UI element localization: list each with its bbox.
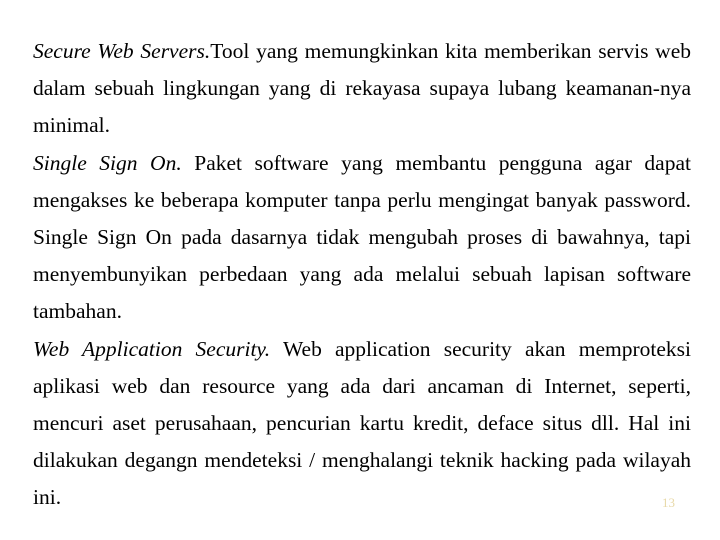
term-web-application-security: Web Application Security. <box>33 336 271 361</box>
paragraph-secure-web-servers <box>33 33 691 145</box>
term-secure-web-servers: Secure Web Servers. <box>33 39 211 63</box>
slide-content <box>33 33 691 517</box>
description-web-application-security: Web application security akan memproteksi aplikasi web dan resource yang ada dari ancaman di Internet, seperti, mencuri aset perusahaan, pencurian kartu kredit, deface situs dll. Hal ini dilakukan degangn mendeteksi / menghalangi teknik hacking pada wilayah ini. <box>33 336 691 510</box>
page-number: 13 <box>662 495 675 510</box>
description-secure-web-servers: Tool yang memungkinkan kita memberikan servis web dalam sebuah lingkungan yang di rekayasa supaya lubang keamanan-nya minimal. <box>33 39 691 138</box>
description-single-sign-on: Paket software yang membantu pengguna agar dapat mengakses ke beberapa komputer tanpa perlu mengingat banyak password. Single Sign On pada dasarnya tidak mengubah proses di bawahnya, tapi menyembunyikan perbedaan yang ada melalui sebuah lapisan software tambahan. <box>33 150 691 324</box>
paragraph-web-application-security <box>33 331 691 517</box>
paragraph-single-sign-on <box>33 145 691 331</box>
term-single-sign-on: Single Sign On. <box>33 150 182 175</box>
